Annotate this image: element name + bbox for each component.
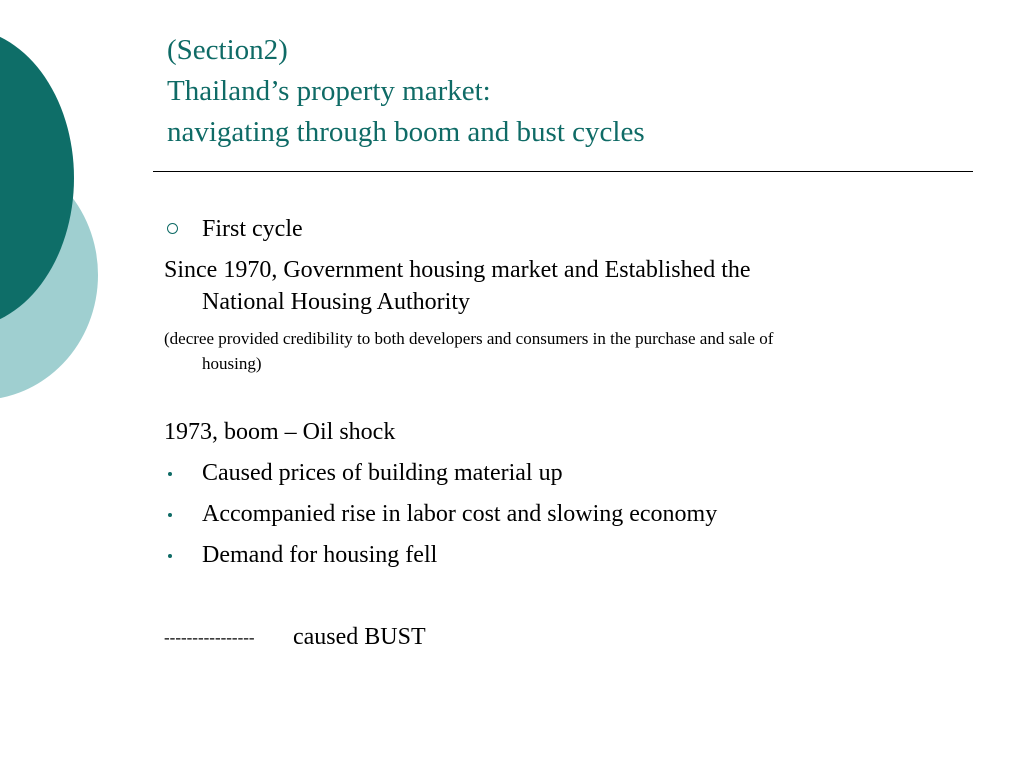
bullet-dot-icon (168, 513, 172, 517)
title-line-2: Thailand’s property market: (167, 75, 491, 107)
decree-line-1: (decree provided credibility to both developers and consumers in the purchase and sale of (164, 329, 774, 348)
bullet-dot-icon (168, 472, 172, 476)
bullet-item-1: Caused prices of building material up (202, 460, 563, 486)
first-cycle-text: First cycle (202, 216, 303, 242)
title-line-1: (Section2) (167, 34, 288, 66)
hollow-circle-bullet-icon (167, 223, 178, 234)
bullet-item-3: Demand for housing fell (202, 542, 438, 568)
title-divider (153, 171, 973, 172)
bullet-dot-icon (168, 554, 172, 558)
boom-heading: 1973, boom – Oil shock (164, 419, 396, 445)
bullet-item-2: Accompanied rise in labor cost and slowing economy (202, 501, 718, 527)
since-1970-line-1: Since 1970, Government housing market and Established the (164, 257, 751, 283)
dashes-separator: ---------------- (164, 628, 255, 647)
since-1970-line-2: National Housing Authority (202, 289, 470, 315)
decree-line-2: housing) (202, 354, 262, 373)
conclusion-text: caused BUST (293, 624, 426, 650)
slide-title (167, 30, 987, 153)
title-line-3: navigating through boom and bust cycles (167, 116, 645, 148)
